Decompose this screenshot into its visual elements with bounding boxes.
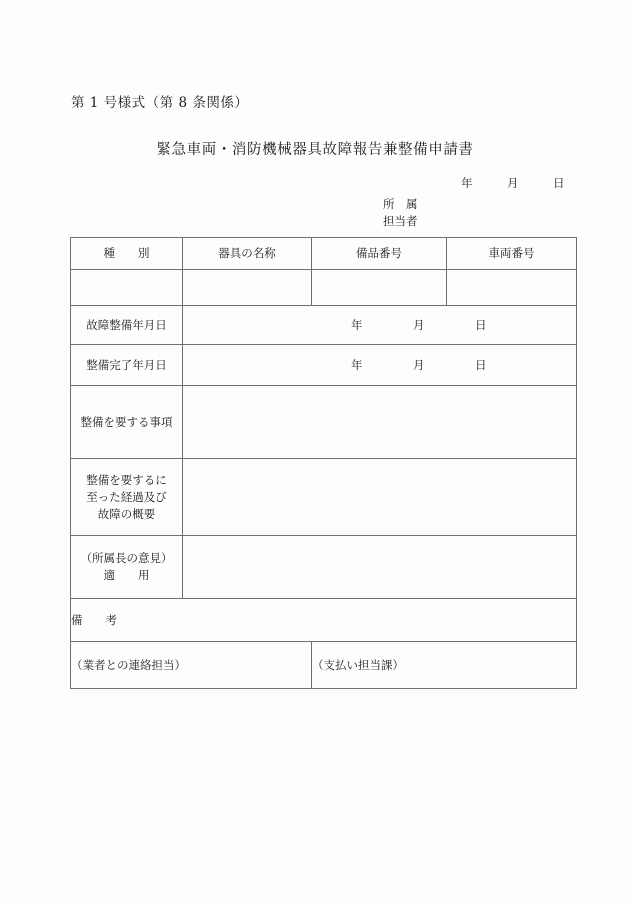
completion-date-year: 年 xyxy=(351,358,363,372)
field-remarks[interactable] xyxy=(71,599,577,642)
person-in-charge-label: 担当者 xyxy=(383,214,418,228)
completion-date-month: 月 xyxy=(413,358,425,372)
page-title: 緊急車両・消防機械器具故障報告兼整備申請書 xyxy=(156,142,474,158)
header-date-line xyxy=(380,175,575,191)
field-vehicle-number[interactable] xyxy=(447,270,577,306)
table-row-opinion xyxy=(71,536,577,599)
header-affiliation-block xyxy=(383,196,418,230)
table-row-remarks xyxy=(71,599,577,642)
table-header-row xyxy=(71,238,577,270)
table-row-maintenance-items xyxy=(71,386,577,459)
failure-date-day: 日 xyxy=(475,318,487,332)
table-row-failure-date xyxy=(71,306,577,345)
label-failure-date: 故障整備年月日 xyxy=(71,306,183,345)
form-code: 第 1 号様式（第 8 条関係） xyxy=(71,95,249,111)
column-header-equipment-name: 器具の名称 xyxy=(183,238,312,270)
column-header-vehicle-number: 車両番号 xyxy=(447,238,577,270)
field-equipment-name[interactable] xyxy=(183,270,312,306)
label-supervisor-opinion xyxy=(71,536,183,599)
opinion-label-line-2: 適 用 xyxy=(103,568,150,582)
column-header-item-number: 備品番号 xyxy=(312,238,447,270)
field-failure-date[interactable] xyxy=(183,306,577,345)
header-date-day: 日 xyxy=(553,176,565,190)
label-cause-and-summary xyxy=(71,459,183,536)
cause-label-line-2: 至った経過及び xyxy=(86,489,167,504)
cause-label-line-1: 整備を要するに xyxy=(86,472,167,487)
field-cause-and-summary[interactable] xyxy=(183,459,577,536)
field-type[interactable] xyxy=(71,270,183,306)
field-payment-section[interactable] xyxy=(312,642,577,689)
failure-date-month: 月 xyxy=(413,318,425,332)
field-maintenance-items[interactable] xyxy=(183,386,577,459)
label-maintenance-items: 整備を要する事項 xyxy=(71,386,183,459)
table-row-contacts xyxy=(71,642,577,689)
table-row-cause xyxy=(71,459,577,536)
cause-label-line-3: 故障の概要 xyxy=(97,506,156,521)
label-completion-date: 整備完了年月日 xyxy=(71,345,183,386)
label-payment-section: （支払い担当課） xyxy=(312,658,404,672)
failure-date-year: 年 xyxy=(351,318,363,332)
label-remarks: 備 考 xyxy=(71,613,117,627)
field-item-number[interactable] xyxy=(312,270,447,306)
completion-date-day: 日 xyxy=(475,358,487,372)
label-vendor-contact: （業者との連絡担当） xyxy=(71,658,186,672)
opinion-label-line-1: （所属長の意見） xyxy=(80,551,173,565)
affiliation-label: 所 属 xyxy=(383,197,418,211)
field-vendor-contact[interactable] xyxy=(71,642,312,689)
column-header-type: 種 別 xyxy=(71,238,183,270)
header-date-month: 月 xyxy=(507,176,519,190)
table-row-completion-date xyxy=(71,345,577,386)
report-form-table xyxy=(70,237,577,689)
field-completion-date[interactable] xyxy=(183,345,577,386)
header-date-year: 年 xyxy=(461,176,473,190)
field-supervisor-opinion[interactable] xyxy=(183,536,577,599)
table-row xyxy=(71,270,577,306)
